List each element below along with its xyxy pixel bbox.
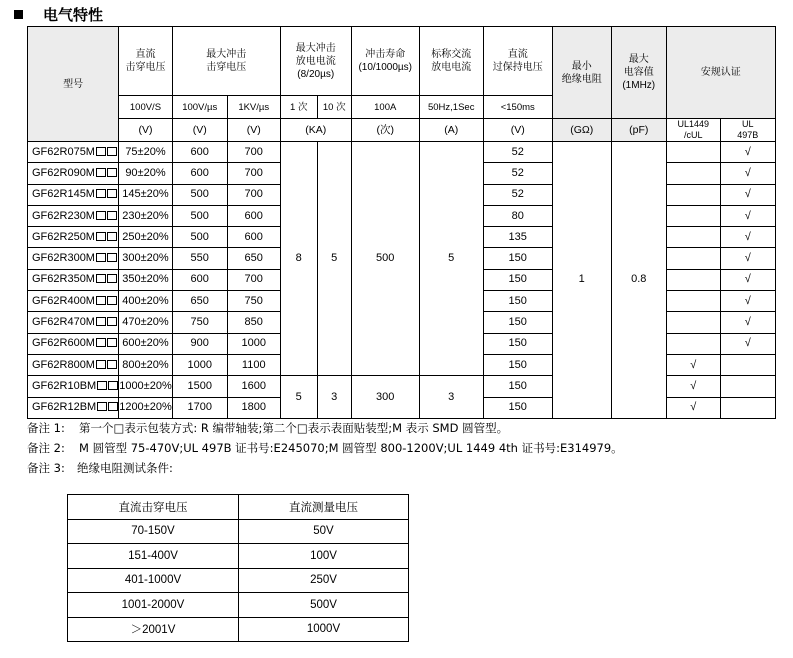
- discharge-1-group-b: 5: [280, 376, 317, 419]
- holdover-cell: 150: [483, 291, 552, 312]
- model-cell: GF62R230M: [28, 205, 119, 226]
- dc-cell: 400±20%: [119, 291, 173, 312]
- checkbox-square-icon: [107, 317, 117, 326]
- imp100-cell: 1000: [172, 354, 227, 375]
- cert-ul497b-cell: [720, 397, 775, 418]
- condition-holdover: <150ms: [483, 96, 552, 119]
- holdover-cell: 150: [483, 312, 552, 333]
- holdover-cell: 52: [483, 184, 552, 205]
- cert-ul497b-cell: √: [720, 205, 775, 226]
- cert-ul1449-cell: √: [666, 376, 720, 397]
- measure-cell: 1000V: [239, 617, 409, 642]
- dc-cell: 470±20%: [119, 312, 173, 333]
- cert-ul1449-cell: [666, 227, 720, 248]
- cert-ul497b-cell: [720, 354, 775, 375]
- holdover-cell: 80: [483, 205, 552, 226]
- checkbox-square-icon: [107, 360, 117, 369]
- checkbox-square-icon: [96, 232, 106, 241]
- dc-cell: 1000±20%: [119, 376, 173, 397]
- header-ac-discharge: 标称交流 放电电流: [419, 27, 483, 96]
- model-cell: GF62R250M: [28, 227, 119, 248]
- dc-cell: 800±20%: [119, 354, 173, 375]
- header-min-insulation: 最小 绝缘电阻: [552, 27, 611, 119]
- holdover-cell: 150: [483, 269, 552, 290]
- checkbox-square-icon: [107, 189, 117, 198]
- checkbox-square-icon: [108, 402, 118, 411]
- imp100-cell: 550: [172, 248, 227, 269]
- imp100-cell: 650: [172, 291, 227, 312]
- dc-cell: 145±20%: [119, 184, 173, 205]
- condition-impulse-b: 1KV/µs: [227, 96, 280, 119]
- holdover-cell: 150: [483, 397, 552, 418]
- ac-group-b: 3: [419, 376, 483, 419]
- measure-cell: 500V: [239, 593, 409, 618]
- ac-group-a: 5: [419, 142, 483, 376]
- cert-ul497b-cell: √: [720, 312, 775, 333]
- measure-cell: 250V: [239, 568, 409, 593]
- model-cell: GF62R300M: [28, 248, 119, 269]
- imp1k-cell: 1000: [227, 333, 280, 354]
- model-cell: GF62R470M: [28, 312, 119, 333]
- table-row: [68, 519, 409, 544]
- header-row: [28, 27, 776, 96]
- table-row: [68, 568, 409, 593]
- imp100-cell: 500: [172, 205, 227, 226]
- holdover-cell: 150: [483, 354, 552, 375]
- imp100-cell: 600: [172, 142, 227, 163]
- discharge-1-group-a: 8: [280, 142, 317, 376]
- checkbox-square-icon: [107, 211, 117, 220]
- imp100-cell: 1700: [172, 397, 227, 418]
- checkbox-square-icon: [107, 338, 117, 347]
- imp1k-cell: 1600: [227, 376, 280, 397]
- note-label: 备注 2:: [27, 441, 65, 455]
- dc-cell: 600±20%: [119, 333, 173, 354]
- section-title: 电气特性: [43, 5, 104, 24]
- imp100-cell: 500: [172, 227, 227, 248]
- model-cell: GF62R090M: [28, 163, 119, 184]
- condition-life: 100A: [351, 96, 419, 119]
- imp100-cell: 900: [172, 333, 227, 354]
- checkbox-square-icon: [97, 381, 107, 390]
- holdover-cell: 52: [483, 163, 552, 184]
- checkbox-square-icon: [96, 147, 106, 156]
- note-text: 绝缘电阻测试条件:: [77, 461, 173, 475]
- imp1k-cell: 700: [227, 142, 280, 163]
- model-cell: GF62R800M: [28, 354, 119, 375]
- square-bullet-icon: [14, 10, 23, 19]
- notes: [27, 418, 623, 478]
- breakdown-cell: ＞2001V: [68, 617, 239, 642]
- imp1k-cell: 1100: [227, 354, 280, 375]
- imp100-cell: 600: [172, 269, 227, 290]
- condition-discharge-b: 10 次: [317, 96, 351, 119]
- cert-ul497b-cell: [720, 376, 775, 397]
- breakdown-cell: 151-400V: [68, 544, 239, 569]
- header-dc-breakdown: 直流 击穿电压: [119, 27, 173, 96]
- cert-ul1449-cell: √: [666, 354, 720, 375]
- cert-ul1449-cell: [666, 205, 720, 226]
- cert-ul497b-cell: √: [720, 248, 775, 269]
- cert-ul1449-cell: √: [666, 397, 720, 418]
- insulation-header-row: [68, 495, 409, 520]
- measure-cell: 100V: [239, 544, 409, 569]
- breakdown-cell: 401-1000V: [68, 568, 239, 593]
- checkbox-square-icon: [107, 168, 117, 177]
- cert-ul1449-cell: [666, 333, 720, 354]
- dc-cell: 90±20%: [119, 163, 173, 184]
- holdover-cell: 135: [483, 227, 552, 248]
- note-text: M 圆管型 75-470V;UL 497B 证书号:E245070;M 圆管型 800-1200V;UL 1449 4th 证书号:E314979。: [79, 441, 623, 455]
- imp1k-cell: 600: [227, 227, 280, 248]
- note-text: 第一个□表示包装方式: R 编带轴装;第二个□表示表面贴装型;M 表示 SMD 圆管型。: [79, 421, 509, 435]
- cert-ul1449-cell: [666, 142, 720, 163]
- holdover-cell: 150: [483, 376, 552, 397]
- unit-cert-ul497b: UL 497B: [720, 119, 775, 142]
- imp1k-cell: 750: [227, 291, 280, 312]
- condition-dc: 100V/S: [119, 96, 173, 119]
- header-impulse-life: 冲击寿命 (10/1000µs): [351, 27, 419, 96]
- header-dc-holdover: 直流 过保持电压: [483, 27, 552, 96]
- insulation-cell: 1: [552, 142, 611, 419]
- dc-cell: 1200±20%: [119, 397, 173, 418]
- unit-insulation: (GΩ): [552, 119, 611, 142]
- cert-ul1449-cell: [666, 248, 720, 269]
- header-max-capacitance: 最大 电容值 (1MHz): [611, 27, 666, 119]
- unit-holdover: (V): [483, 119, 552, 142]
- cert-ul497b-cell: √: [720, 142, 775, 163]
- unit-capacitance: (pF): [611, 119, 666, 142]
- imp1k-cell: 700: [227, 269, 280, 290]
- note-label: 备注 3:: [27, 461, 65, 475]
- table-row: [68, 544, 409, 569]
- imp1k-cell: 600: [227, 205, 280, 226]
- dc-cell: 250±20%: [119, 227, 173, 248]
- table-row: [28, 142, 776, 163]
- life-group-b: 300: [351, 376, 419, 419]
- unit-impulse-b: (V): [227, 119, 280, 142]
- unit-dc: (V): [119, 119, 173, 142]
- imp1k-cell: 650: [227, 248, 280, 269]
- cert-ul1449-cell: [666, 291, 720, 312]
- cert-ul1449-cell: [666, 269, 720, 290]
- cert-ul497b-cell: √: [720, 291, 775, 312]
- electrical-characteristics-table: [27, 26, 776, 419]
- cert-ul1449-cell: [666, 312, 720, 333]
- model-cell: GF62R145M: [28, 184, 119, 205]
- checkbox-square-icon: [96, 274, 106, 283]
- insulation-header-measure: 直流测量电压: [239, 495, 409, 520]
- unit-cert-ul1449: UL1449 /cUL: [666, 119, 720, 142]
- checkbox-square-icon: [107, 296, 117, 305]
- checkbox-square-icon: [96, 189, 106, 198]
- checkbox-square-icon: [96, 338, 106, 347]
- header-safety-cert: 安规认证: [666, 27, 775, 119]
- holdover-cell: 52: [483, 142, 552, 163]
- imp100-cell: 1500: [172, 376, 227, 397]
- model-cell: GF62R400M: [28, 291, 119, 312]
- unit-ac: (A): [419, 119, 483, 142]
- note-2: [27, 438, 623, 458]
- checkbox-square-icon: [107, 147, 117, 156]
- note-1: [27, 418, 623, 438]
- cert-ul497b-cell: √: [720, 184, 775, 205]
- model-cell: GF62R600M: [28, 333, 119, 354]
- breakdown-cell: 1001-2000V: [68, 593, 239, 618]
- model-cell: GF62R10BM: [28, 376, 119, 397]
- insulation-test-table: [67, 494, 409, 642]
- discharge-10-group-b: 3: [317, 376, 351, 419]
- unit-impulse-a: (V): [172, 119, 227, 142]
- imp1k-cell: 1800: [227, 397, 280, 418]
- unit-discharge: (KA): [280, 119, 351, 142]
- holdover-cell: 150: [483, 333, 552, 354]
- checkbox-square-icon: [97, 402, 107, 411]
- dc-cell: 350±20%: [119, 269, 173, 290]
- dc-cell: 230±20%: [119, 205, 173, 226]
- discharge-10-group-a: 5: [317, 142, 351, 376]
- imp1k-cell: 700: [227, 163, 280, 184]
- table-row: [68, 617, 409, 642]
- condition-impulse-a: 100V/µs: [172, 96, 227, 119]
- unit-life: (次): [351, 119, 419, 142]
- note-3: [27, 458, 623, 478]
- checkbox-square-icon: [96, 296, 106, 305]
- dc-cell: 75±20%: [119, 142, 173, 163]
- imp100-cell: 600: [172, 163, 227, 184]
- condition-discharge-a: 1 次: [280, 96, 317, 119]
- cert-ul497b-cell: √: [720, 269, 775, 290]
- checkbox-square-icon: [96, 317, 106, 326]
- checkbox-square-icon: [107, 274, 117, 283]
- checkbox-square-icon: [107, 253, 117, 262]
- header-max-impulse-breakdown: 最大冲击 击穿电压: [172, 27, 280, 96]
- cert-ul497b-cell: √: [720, 227, 775, 248]
- imp1k-cell: 700: [227, 184, 280, 205]
- note-label: 备注 1:: [27, 421, 65, 435]
- breakdown-cell: 70-150V: [68, 519, 239, 544]
- checkbox-square-icon: [96, 211, 106, 220]
- table-row: [68, 593, 409, 618]
- imp100-cell: 750: [172, 312, 227, 333]
- dc-cell: 300±20%: [119, 248, 173, 269]
- holdover-cell: 150: [483, 248, 552, 269]
- header-model: 型号: [28, 27, 119, 142]
- checkbox-square-icon: [107, 232, 117, 241]
- cert-ul1449-cell: [666, 184, 720, 205]
- checkbox-square-icon: [108, 381, 118, 390]
- model-cell: GF62R12BM: [28, 397, 119, 418]
- imp1k-cell: 850: [227, 312, 280, 333]
- capacitance-cell: 0.8: [611, 142, 666, 419]
- checkbox-square-icon: [96, 168, 106, 177]
- model-cell: GF62R350M: [28, 269, 119, 290]
- model-cell: GF62R075M: [28, 142, 119, 163]
- insulation-header-breakdown: 直流击穿电压: [68, 495, 239, 520]
- cert-ul497b-cell: √: [720, 163, 775, 184]
- checkbox-square-icon: [96, 360, 106, 369]
- section-heading: [14, 3, 103, 25]
- imp100-cell: 500: [172, 184, 227, 205]
- life-group-a: 500: [351, 142, 419, 376]
- header-max-impulse-discharge: 最大冲击 放电电流 (8/20µs): [280, 27, 351, 96]
- cert-ul1449-cell: [666, 163, 720, 184]
- checkbox-square-icon: [96, 253, 106, 262]
- cert-ul497b-cell: √: [720, 333, 775, 354]
- measure-cell: 50V: [239, 519, 409, 544]
- condition-ac: 50Hz,1Sec: [419, 96, 483, 119]
- unit-row: [28, 119, 776, 142]
